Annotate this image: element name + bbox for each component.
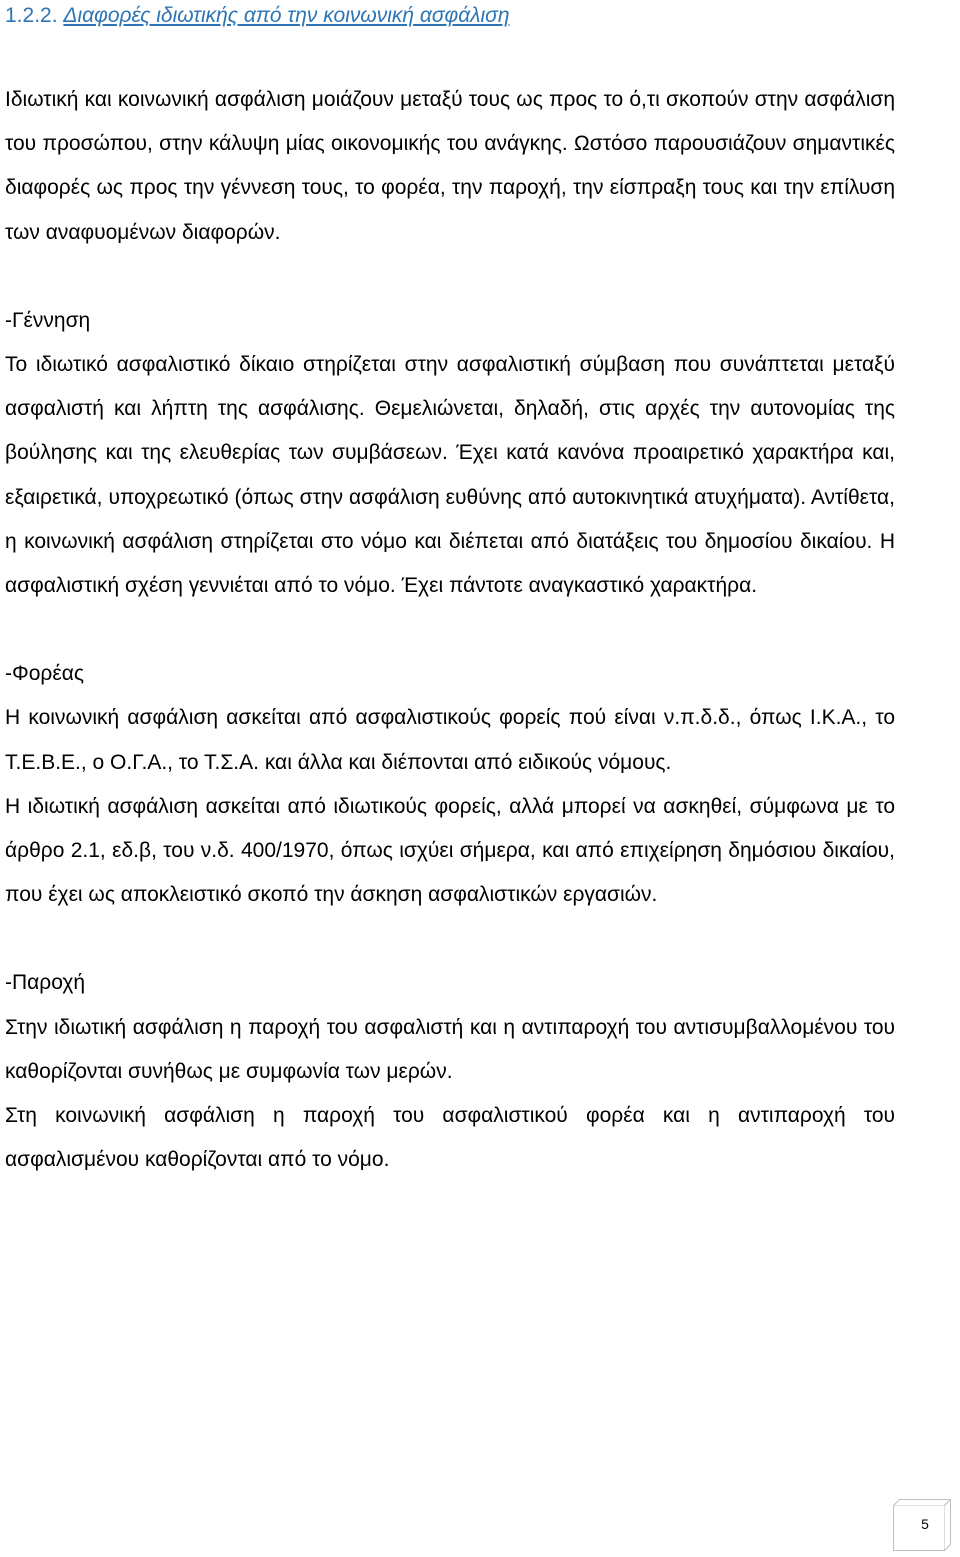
body-paragraph: Η κοινωνική ασφάλιση ασκείται από ασφαλιστικούς φορείς πού είναι ν.π.δ.δ., όπως Ι.Κ.Α., το Τ.Ε.Β.Ε., ο Ο.Γ.Α., το Τ.Σ.Α. και άλλα και διέπονται από ειδικούς νόμους. [5, 706, 895, 774]
section-title: Διαφορές ιδιωτικής από την κοινωνική ασφάλιση [63, 4, 510, 27]
section-birth [5, 299, 895, 608]
spacer [5, 917, 895, 961]
intro-paragraph: Ιδιωτική και κοινωνική ασφάλιση μοιάζουν μεταξύ τους ως προς το ό,τι σκοπούν στην ασφάλιση του προσώπου, στην κάλυψη μίας οικονομικής του ανάγκης. Ωστόσο παρουσιάζουν σημαντικές διαφορές ως προς την γέννεση τους, το φορέα, την παροχή, την είσπραξη τους και την επίλυση των αναφυομένων διαφορών. [5, 88, 895, 244]
subsection-label: -Γέννηση [5, 308, 91, 332]
section-carrier [5, 652, 895, 917]
page-number-badge [893, 1499, 951, 1551]
subsection-label: -Παροχή [5, 971, 86, 995]
section-benefit [5, 961, 895, 1182]
subsection-label: -Φορέας [5, 662, 84, 686]
spacer [5, 608, 895, 652]
body-paragraph: Η ιδιωτική ασφάλιση ασκείται από ιδιωτικούς φορείς, αλλά μπορεί να ασκηθεί, σύμφωνα με το άρθρο 2.1, εδ.β, του ν.δ. 400/1970, όπως ισχύει σήμερα, και από επιχείρηση δημόσιου δικαίου, που έχει ως αποκλειστικό σκοπό την άσκηση ασφαλιστικών εργασιών. [5, 794, 895, 907]
body-paragraph: Στη κοινωνική ασφάλιση η παροχή του ασφαλιστικού φορέα και η αντιπαροχή του ασφαλισμένου καθορίζονται από το νόμο. [5, 1104, 895, 1172]
section-heading [5, 0, 895, 30]
body-paragraph: Στην ιδιωτική ασφάλιση η παροχή του ασφαλιστή και η αντιπαροχή του αντισυμβαλλομένου του καθορίζονται συνήθως με συμφωνία των μερών. [5, 1015, 895, 1083]
document-page [5, 0, 895, 1182]
body-paragraph: Το ιδιωτικό ασφαλιστικό δίκαιο στηρίζεται στην ασφαλιστική σύμβαση που συνάπτεται μεταξύ ασφαλιστή και λήπτη της ασφάλισης. Θεμελιώνεται, δηλαδή, στις αρχές την αυτονομίας της βούλησης και της ελευθερίας των συμβάσεων. Έχει κατά κανόνα προαιρετικό χαρακτήρα και, εξαιρετικά, υποχρεωτικό (όπως στην ασφάλιση ευθύνης από αυτοκινητικά ατυχήματα). Αντίθετα, η κοινωνική ασφάλιση στηρίζεται στο νόμο και διέπεται από διατάξεις του δημοσίου δικαίου. Η ασφαλιστική σχέση γεννιέται από το νόμο. Έχει πάντοτε αναγκαστικό χαρακτήρα. [5, 353, 895, 598]
spacer [5, 255, 895, 299]
page-number: 5 [921, 1516, 929, 1532]
section-number: 1.2.2. [5, 4, 58, 27]
spacer [5, 30, 895, 78]
